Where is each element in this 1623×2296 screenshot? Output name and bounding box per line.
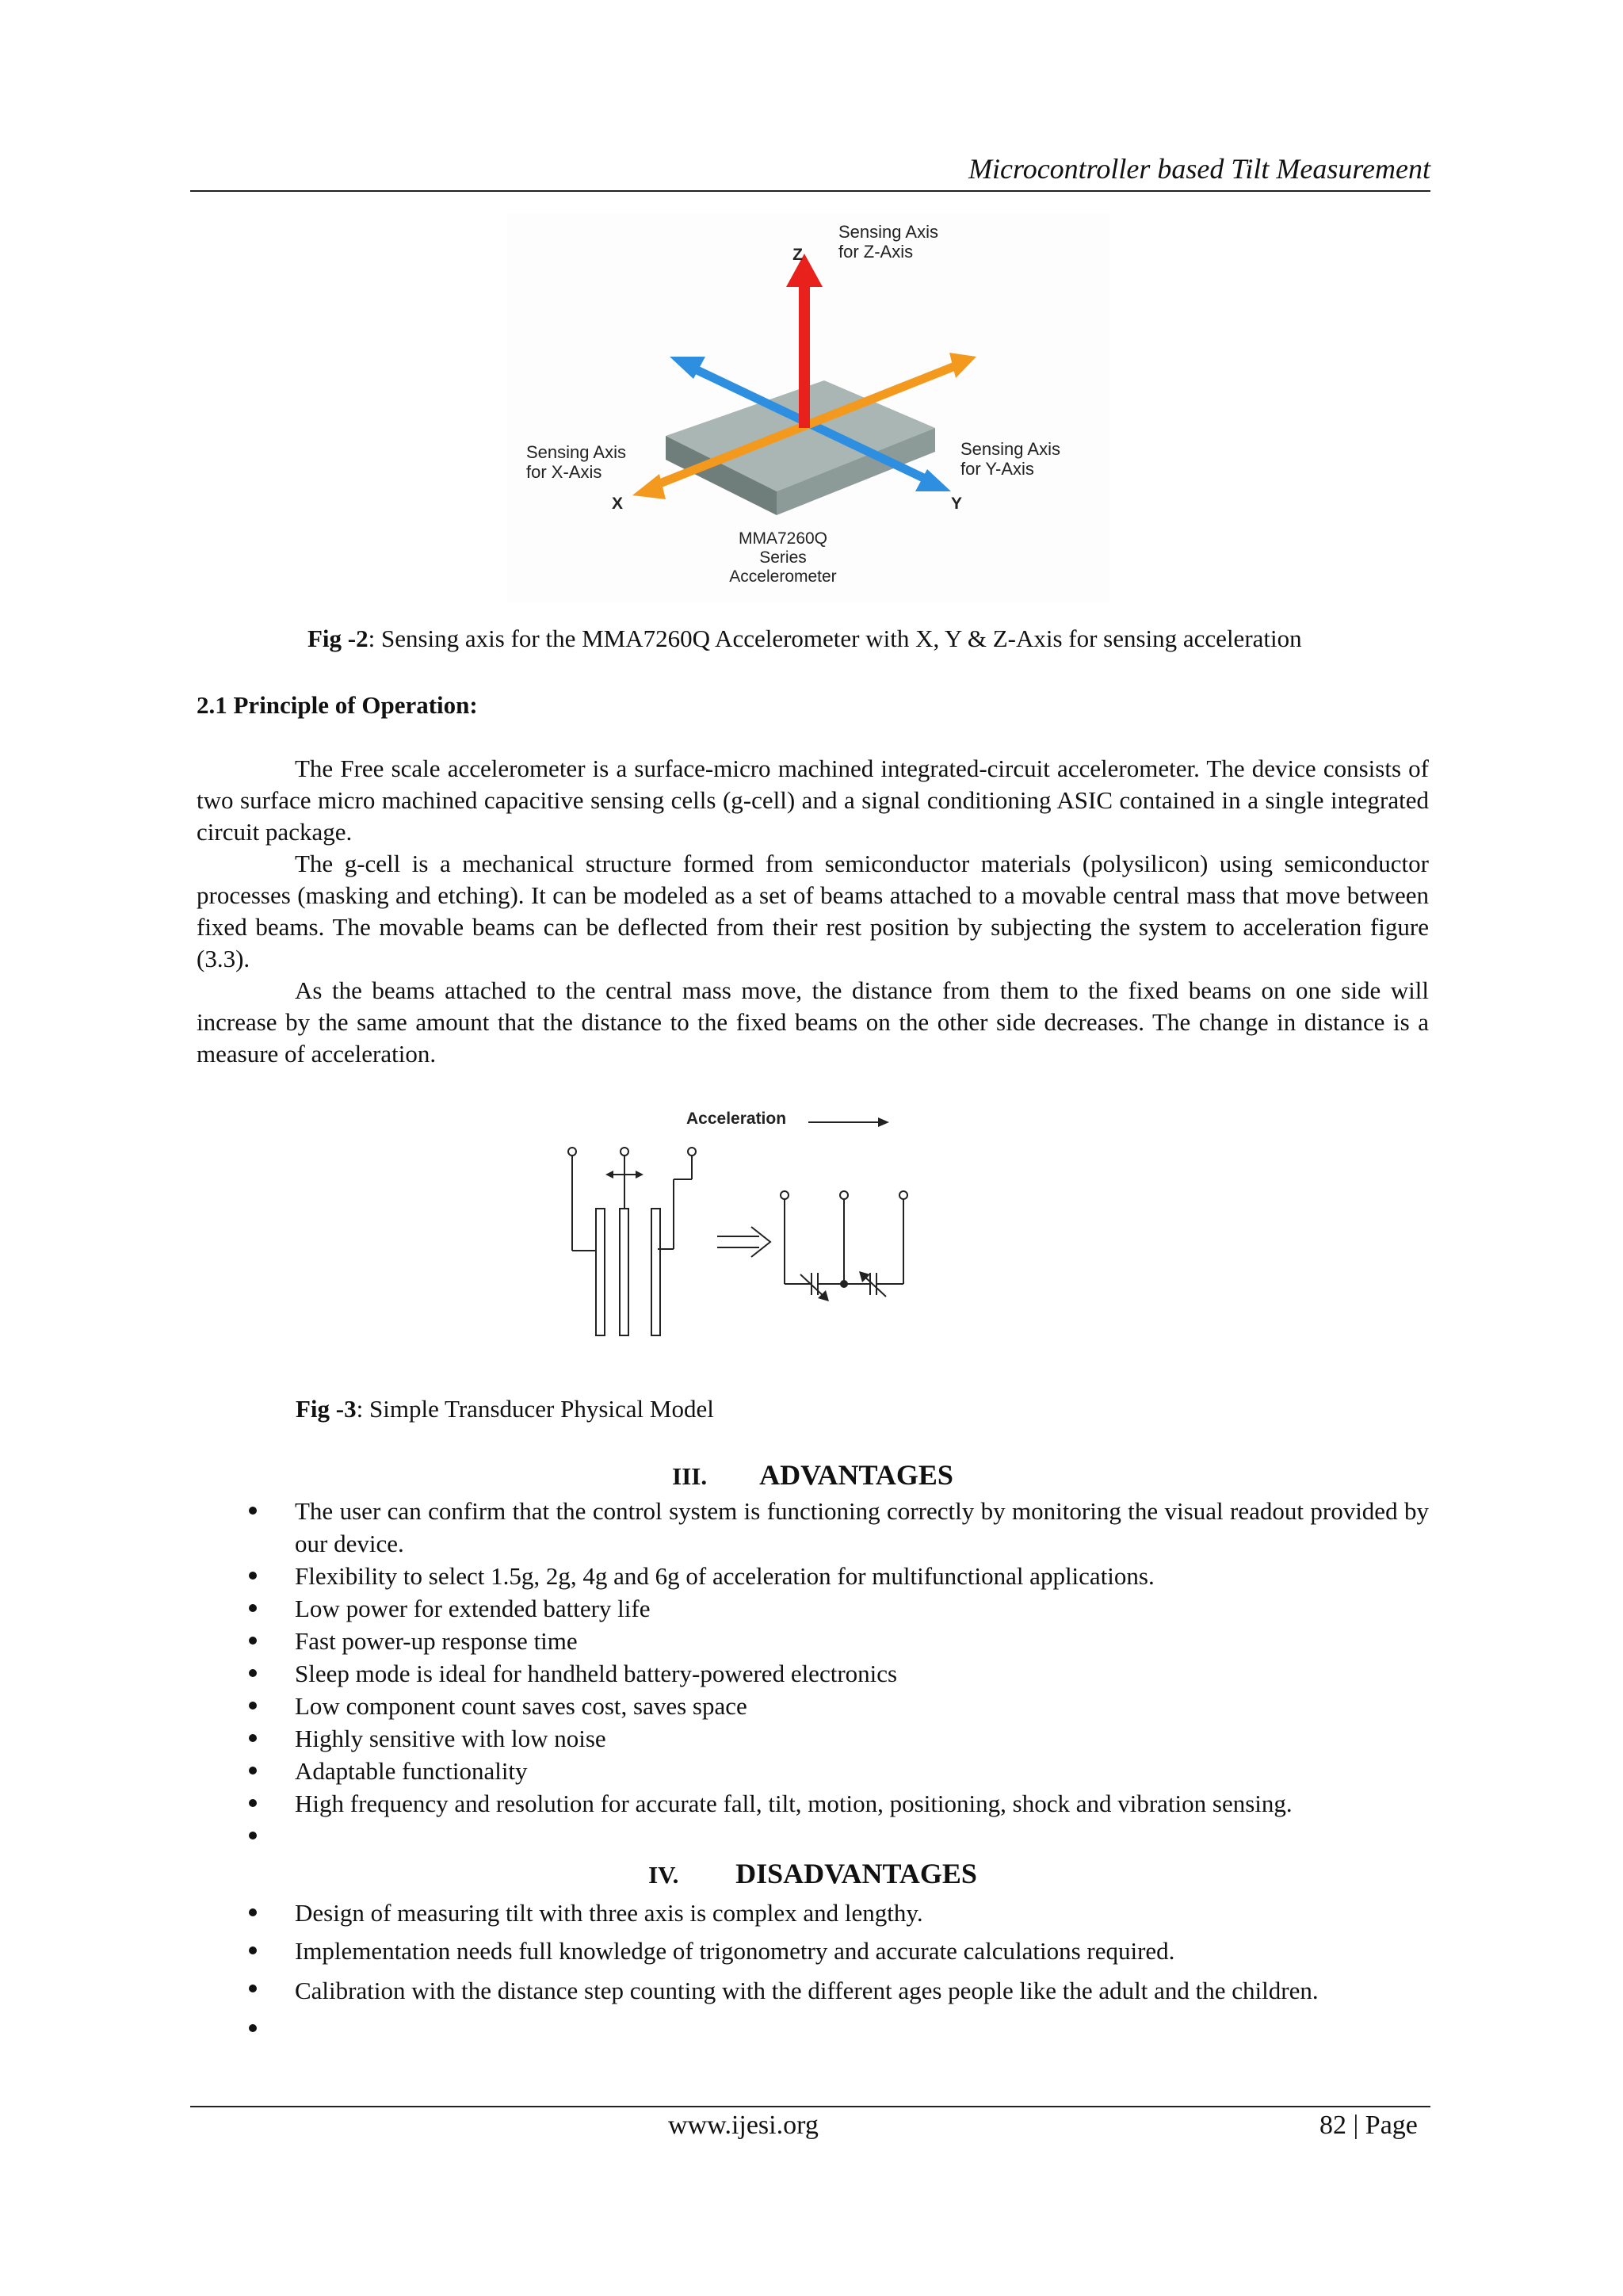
- device-label-line3: Accelerometer: [729, 567, 837, 586]
- list-item: Low component count saves cost, saves space: [197, 1690, 1429, 1722]
- disadvantages-number: IV.: [648, 1861, 679, 1889]
- footer-website: www.ijesi.org: [668, 2111, 819, 2140]
- list-item: Design of measuring tilt with three axis is complex and lengthy.: [197, 1897, 1429, 1929]
- z-letter: Z: [792, 246, 803, 264]
- device-label-line2: Series: [759, 548, 807, 567]
- figure-2-accelerometer-axes: [507, 214, 1109, 602]
- list-item: Implementation needs full knowledge of trigonometry and accurate calculations required.: [197, 1935, 1429, 1967]
- x-axis-label-line1: Sensing Axis: [526, 442, 626, 462]
- list-item: [197, 1820, 1429, 1852]
- paragraph-3: As the beams attached to the central mass move, the distance from them to the fixed beams on one side will increase by the same amount that the distance to the fixed beams on the other side decreases. The change in distance is a measure of acceleration.: [197, 976, 1429, 1068]
- figure-3-caption-text: : Simple Transducer Physical Model: [356, 1395, 714, 1423]
- x-axis-label-line2: for X-Axis: [526, 462, 602, 482]
- z-axis-label-line2: for Z-Axis: [838, 242, 914, 262]
- acceleration-arrowhead: [878, 1117, 889, 1127]
- left-motion-arrowhead: [605, 1171, 613, 1179]
- paragraph-2: The g-cell is a mechanical structure formed from semiconductor materials (polysilicon) using semiconductor processes (masking and etching). It can be modeled as a set of beams attached to a movable central mass that move between fixed beams. The movable beams can be deflected from their rest position by subjecting the system to acceleration figure (3.3).: [197, 850, 1429, 972]
- figure-3-transducer-model: [547, 1094, 919, 1363]
- section-2-1-heading: 2.1 Principle of Operation:: [197, 691, 478, 719]
- list-item: The user can confirm that the control system is functioning correctly by monitoring the visual readout provided by our device.: [197, 1495, 1429, 1560]
- disadvantages-list: [197, 1897, 1429, 2045]
- y-axis-label-line2: for Y-Axis: [960, 459, 1034, 479]
- figure-3-caption: [296, 1395, 714, 1423]
- y-axis-label-line1: Sensing Axis: [960, 439, 1060, 459]
- right-motion-arrowhead: [636, 1171, 643, 1179]
- paragraph-1: The Free scale accelerometer is a surface-micro machined integrated-circuit accelerometer. The device consists of two surface micro machined capacitive sensing cells (g-cell) and a signal conditioning ASIC contained in a single integrated circuit package.: [197, 755, 1429, 846]
- physical-model: [568, 1148, 696, 1335]
- figure-2-caption: [307, 625, 1302, 653]
- list-item: Adaptable functionality: [197, 1755, 1429, 1787]
- header-rule: [190, 190, 1430, 192]
- device-label-line1: MMA7260Q: [738, 529, 828, 548]
- list-item: Flexibility to select 1.5g, 2g, 4g and 6g of acceleration for multifunctional applications.: [197, 1560, 1429, 1592]
- list-item: High frequency and resolution for accurate fall, tilt, motion, positioning, shock and vibration sensing.: [197, 1787, 1429, 1820]
- figure-2-caption-text: : Sensing axis for the MMA7260Q Accelerometer with X, Y & Z-Axis for sensing acceleration: [368, 625, 1302, 652]
- list-item: Low power for extended battery life: [197, 1592, 1429, 1625]
- list-item: Calibration with the distance step counting with the different ages people like the adult and the children.: [197, 1973, 1429, 2009]
- acceleration-label: Acceleration: [686, 1110, 787, 1128]
- implies-arrow: [717, 1227, 770, 1257]
- figure-2-caption-label: Fig -2: [307, 625, 369, 652]
- advantages-number: III.: [672, 1462, 708, 1490]
- list-item: Sleep mode is ideal for handheld battery-powered electronics: [197, 1657, 1429, 1690]
- list-item: Highly sensitive with low noise: [197, 1722, 1429, 1755]
- x-letter: X: [612, 495, 624, 513]
- list-item: Fast power-up response time: [197, 1625, 1429, 1657]
- disadvantages-title: DISADVANTAGES: [735, 1858, 977, 1889]
- advantages-heading: [197, 1458, 1429, 1492]
- footer-rule: [190, 2106, 1430, 2107]
- y-letter: Y: [951, 495, 963, 513]
- circuit-node: [840, 1280, 848, 1288]
- list-item: [197, 2012, 1429, 2045]
- figure-3-caption-label: Fig -3: [296, 1395, 357, 1423]
- footer-page-number: 82 | Page: [1319, 2111, 1418, 2140]
- running-title: Microcontroller based Tilt Measurement: [968, 153, 1430, 185]
- advantages-list: [197, 1495, 1429, 1852]
- z-axis-label-line1: Sensing Axis: [838, 222, 938, 242]
- advantages-title: ADVANTAGES: [759, 1459, 953, 1491]
- disadvantages-heading: [197, 1857, 1429, 1890]
